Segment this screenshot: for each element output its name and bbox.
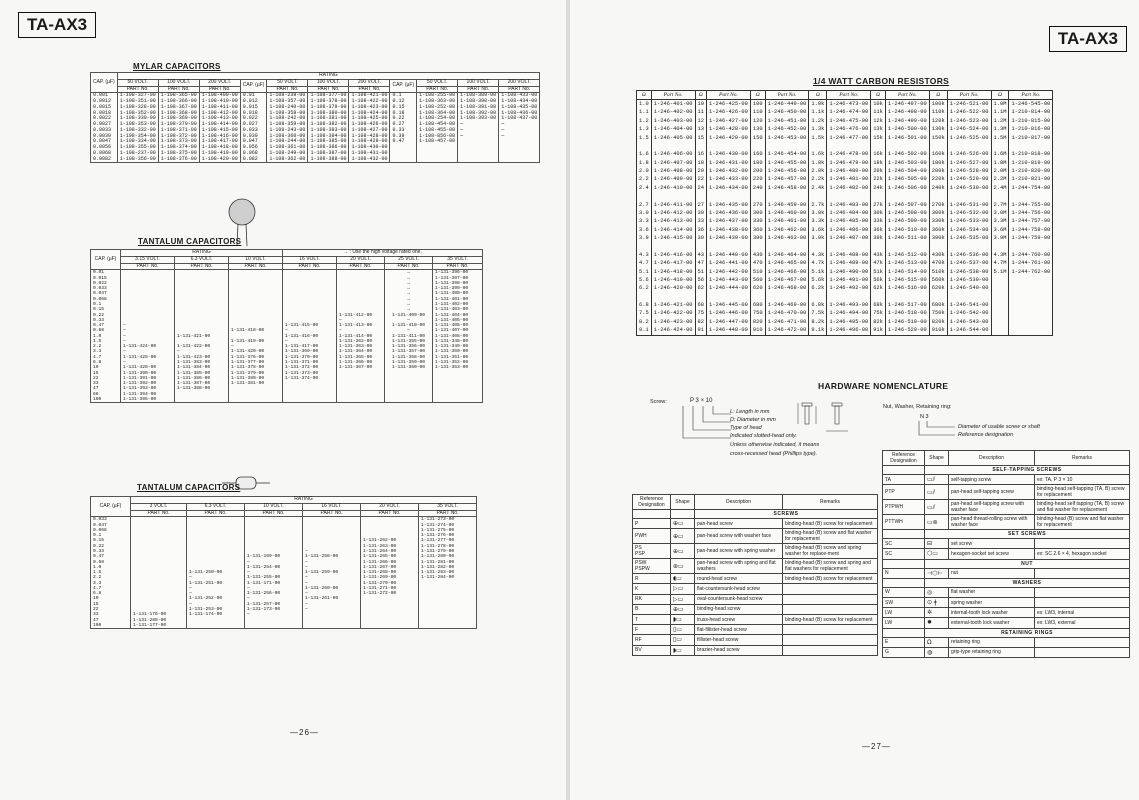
spring-washer-icon: ⊙ ǂ: [925, 597, 949, 607]
partno-h: PART No.: [175, 263, 229, 270]
nut-diameter-line: Diameter of usable screw or shaft: [958, 424, 1040, 430]
tan2-col: 1-131-250-00 — 1-131-251-00 — — 1-131-252-00 — 1-131-253-00 1-131-174-00: [187, 517, 245, 629]
res-ohm-col: 100 110 120 130 150 160 180 200 220 240 270 300 330 360 390 430 470 510 560 620 680 750 820 910: [750, 100, 765, 336]
hw-desc: pan-head self-tapping screw with washer face: [949, 500, 1035, 515]
partno-h: Part No.: [707, 91, 751, 100]
screw-cross-line: cross-recessed head (Phillips type).: [730, 451, 818, 457]
tan1-volt: 16 VOLT.: [283, 256, 337, 263]
hw-rem: binding-head (B) screw and flat washer for replacement: [1035, 515, 1130, 530]
res-part-col: 1-246-521-00 1-246-522-00 1-246-523-00 1-246-524-00 1-246-525-00 1-246-526-00 1-246-527-00 1-246-528-00 1-246-529-00 1-246-530-00 1-246-531-00 1-246-532-00 1-246-533-00 1-246-534-00 1-246-535-00 1-246-536-00 1-246-537-00 1-246-538-00 1-246-539-00 1-246-540-00 1-246-541-00 1-246-542-00 1-246-543-00 1-246-544-00: [947, 100, 991, 336]
tan1-volt: 10 VOLT.: [229, 256, 283, 263]
left-page: [0, 0, 566, 800]
screw-ref: RF: [633, 635, 671, 645]
partno-h: PART No.: [283, 263, 337, 270]
screw-rem: [783, 584, 878, 594]
hw-rem: [1035, 587, 1130, 597]
partno-h: PART No.: [458, 86, 499, 93]
screw-ref: P: [633, 519, 671, 529]
flat-countersunk-screw-icon: ▷▭: [671, 584, 695, 594]
tan2-col: 1-131-262-00 1-131-263-00 1-131-264-00 1-131-265-00 1-131-266-00 1-131-267-00 1-131-268-00 1-131-269-00 1-131-270-00 1-131-271-00 1-131-272-00: [361, 517, 419, 629]
self-tapping-screw-icon: ▭⫽: [925, 475, 949, 485]
screw-rem: [783, 645, 878, 655]
partno-h: PART No.: [187, 510, 245, 517]
hw-ref: SW: [883, 597, 925, 607]
ref-designation-header: Reference Designation: [633, 495, 671, 510]
shape-header: Shape: [671, 495, 695, 510]
screw-length-line: L: Length in mm: [730, 409, 770, 415]
tan1-col: 1-131-415-00 — 1-131-416-00 — 1-131-417-00 1-131-369-00 1-131-370-00 1-131-371-00 1-131-372-00 1-131-373-00 1-131-374-00: [283, 270, 337, 403]
screw-diameter-line: D: Diameter in mm: [730, 417, 776, 423]
binding-head-screw-icon: ⊕▭: [671, 604, 695, 614]
hw-rem: [1035, 597, 1130, 607]
nut-icon: ⊣⬡⊢: [925, 568, 949, 578]
hw-ref: PTTWH: [883, 515, 925, 530]
model-tag-left: TA-AX3: [18, 12, 96, 38]
partno-h: PART No.: [349, 86, 390, 93]
hw-ref: SC: [883, 549, 925, 559]
screw-ref: PWH: [633, 529, 671, 544]
partno-h: Part No.: [947, 91, 991, 100]
mylar-title: MYLAR CAPACITORS: [133, 62, 221, 71]
omega-h: Ω: [695, 91, 706, 100]
nut-legend-lines: [915, 421, 955, 441]
tan2-cap-header: CAP. (µF): [91, 497, 131, 517]
hw-rem: ex: LW3, external: [1035, 618, 1130, 628]
tan1-caps: 0.01 0.015 0.022 0.033 0.047 0.068 0.1 0.15 0.22 0.33 0.47 0.68 1.0 1.5 2.2 3.3 4.7 6.8 10 15 22 33 47 68 100: [91, 270, 121, 403]
hw-desc: retaining ring: [949, 637, 1035, 647]
tan1-note: → : Use the high voltage rated one.: [283, 250, 483, 257]
screw-rem: binding-head (B) screw and flat washer for replacement: [783, 529, 878, 544]
hw-ref: LW: [883, 618, 925, 628]
screw-rem: [783, 625, 878, 635]
screw-unless-line: Unless otherwise indicated, it means: [730, 442, 820, 448]
fillister-head-screw-icon: ▯▭: [671, 635, 695, 645]
retaining-rings-group: RETAINING RINGS: [925, 628, 1130, 637]
res-part-col: 1-246-401-00 1-246-402-00 1-246-403-00 1-246-404-00 1-246-405-00 1-246-406-00 1-246-407-00 1-246-408-00 1-246-409-00 1-246-410-00 1-246-411-00 1-246-412-00 1-246-413-00 1-246-414-00 1-246-415-00 1-246-416-00 1-246-417-00 1-246-418-00 1-246-419-00 1-246-420-00 1-246-421-00 1-246-422-00 1-246-423-00 1-246-424-00: [651, 100, 695, 336]
tan1-col: → → → → → → → → 1-131-409-00 — 1-131-410-00 — 1-131-411-00 1-131-355-00 1-131-356-00 1-131-357-00 1-131-358-00 1-131-359-00 1-131-360-00: [385, 270, 433, 403]
mylar-col: 1-108-255-00 1-108-363-00 1-108-252-00 1-108-364-00 1-108-254-00 1-108-454-00 1-108-455-00 1-108-856-00 1-108-457-00: [417, 93, 458, 163]
screw-rem: binding-head (B) screw for replacement: [783, 574, 878, 584]
tan2-volt: 10 VOLT.: [245, 503, 303, 510]
screw-ref: K: [633, 584, 671, 594]
omega-h: Ω: [991, 91, 1009, 100]
hw-desc: spring washer: [949, 597, 1035, 607]
omega-h: Ω: [809, 91, 827, 100]
tan2-volt: 20 VOLT.: [361, 503, 419, 510]
mylar-table: [90, 72, 540, 163]
thread-rolling-screw-icon: ▭⊚: [925, 515, 949, 530]
screw-ref: B: [633, 604, 671, 614]
res-part-col: 1-246-497-00 1-246-498-00 1-246-499-00 1-246-500-00 1-246-501-00 1-246-502-00 1-246-503-00 1-246-504-00 1-246-505-00 1-246-506-00 1-246-507-00 1-246-508-00 1-246-509-00 1-246-510-00 1-246-511-00 1-246-512-00 1-246-513-00 1-246-514-00 1-246-515-00 1-246-516-00 1-246-517-00 1-246-518-00 1-246-519-00 1-246-520-00: [885, 100, 929, 336]
omega-h: Ω: [750, 91, 765, 100]
screw-rem: binding-head (B) screw for replacement: [783, 614, 878, 624]
mylar-col: 1-108-377-00 1-108-378-00 1-108-379-00 1-108-380-00 1-108-381-00 1-108-382-00 1-108-383-00 1-108-384-00 1-108-385-00 1-108-386-00 1-108-387-00 1-108-388-00: [308, 93, 349, 163]
pan-head-screw-icon: ⊕▭: [671, 519, 695, 529]
ref-designation-header: Reference Designation: [883, 451, 925, 466]
tan1-volt: 20 VOLT.: [337, 256, 385, 263]
mylar-v50-c: 50 VOLT.: [417, 79, 458, 86]
screw-slotted-line: Indicated slotted-head only.: [730, 433, 797, 439]
screw-desc: fillister-head screw: [695, 635, 783, 645]
tan1-col: — — — — 1-131-424-00 — 1-131-425-00 — 1-131-426-00 1-131-390-00 1-131-391-00 1-131-392-00 1-131-393-00 1-131-394-00 1-131-395-00: [121, 270, 175, 403]
retaining-ring-icon: Ω: [925, 637, 949, 647]
mylar-col: 1-108-409-00 1-108-410-00 1-108-411-00 1-108-412-00 1-108-413-00 1-108-414-00 1-108-415-00 1-108-416-00 1-108-417-00 1-108-418-00 1-108-419-00 1-108-420-00: [199, 93, 240, 163]
tan1-volt: 35 VOLT.: [433, 256, 483, 263]
flat-fillister-screw-icon: ▯▭: [671, 625, 695, 635]
partno-h: PART No.: [337, 263, 385, 270]
omega-h: Ω: [637, 91, 652, 100]
tan2-volt: 16 VOLT.: [303, 503, 361, 510]
set-screws-group: SET SCREWS: [925, 530, 1130, 539]
partno-h: Part No.: [885, 91, 929, 100]
screw-desc: oval-countersunk-head screw: [695, 594, 783, 604]
tan2-rating: RATING: [131, 497, 477, 504]
hw-desc: external-tooth lock washer: [949, 618, 1035, 628]
hardware-title: HARDWARE NOMENCLATURE: [818, 381, 949, 391]
hw-desc: internal-tooth lock washer: [949, 608, 1035, 618]
mylar-cap-header: CAP. (µF): [91, 73, 118, 93]
partno-h: PART No.: [131, 510, 187, 517]
hw-rem: ex: SC 2.6 × 4, hexagon socket: [1035, 549, 1130, 559]
omega-h: Ω: [871, 91, 886, 100]
mylar-caps-3: 0.1 0.12 0.15 0.18 0.22 0.27 0.33 0.39 0.47: [390, 93, 417, 163]
hw-ref: W: [883, 587, 925, 597]
self-tapping-group: SELF-TAPPING SCREWS: [925, 466, 1130, 475]
tantalum-title-2: TANTALUM CAPACITORS: [137, 483, 241, 492]
partno-h: Part No.: [765, 91, 809, 100]
mylar-v50-a: 50 VOLT.: [117, 79, 158, 86]
hw-desc: pan-head thread-rolling screw with washer face: [949, 515, 1035, 530]
hw-desc: self-tapping screw: [949, 475, 1035, 485]
hw-ref: PTP: [883, 485, 925, 500]
tan2-col: 1-131-273-00 1-131-274-00 1-131-275-00 1-131-276-00 1-131-277-00 1-131-278-00 1-131-279-00 1-131-280-00 1-131-281-00 1-131-282-00 1-131-283-00 1-131-284-00: [419, 517, 477, 629]
res-ohm-col: 1.0 1.1 1.2 1.3 1.5 1.6 1.8 2.0 2.2 2.4 2.7 3.0 3.3 3.6 3.9 4.3 4.7 5.1 5.6 6.2 6.8 7.5 8.2 9.1: [637, 100, 652, 336]
res-ohm-col: 1.0M 1.1M 1.2M 1.3M 1.5M 1.6M 1.8M 2.0M 2.2M 2.4M 2.7M 3.0M 3.3M 3.6M 3.9M 4.3M 4.7M 5.1M: [991, 100, 1009, 336]
tan1-col: 1-131-412-00 — 1-131-413-00 — 1-131-414-00 1-131-362-00 1-131-363-00 1-131-364-00 1-131-365-00 1-131-366-00 1-131-367-00: [337, 270, 385, 403]
page-number-left: —26—: [290, 728, 319, 737]
screw-ref: T: [633, 614, 671, 624]
spring-washer-screw-icon: ⊕▭: [671, 544, 695, 559]
res-ohm-col: 1.0k 1.1k 1.2k 1.3k 1.5k 1.6k 1.8k 2.0k 2.2k 2.4k 2.7k 3.0k 3.3k 3.6k 3.9k 4.3k 4.7k 5.1k 5.6k 6.2k 6.8k 7.5k 8.2k 9.1k: [809, 100, 827, 336]
screw-dimension-icon: [796, 401, 852, 435]
shape-header: Shape: [925, 451, 949, 466]
hw-rem: [1035, 637, 1130, 647]
screw-label: Screw:: [650, 399, 667, 405]
set-screw-icon: ⊟: [925, 539, 949, 549]
partno-h: PART No.: [121, 263, 175, 270]
screw-ref: PSW PSPW: [633, 559, 671, 574]
nut-group: NUT: [925, 559, 1130, 568]
description-header: Description: [949, 451, 1035, 466]
tan2-caps: 0.033 0.047 0.068 0.1 0.15 0.22 0.33 0.47 0.68 1.0 1.5 2.2 3.3 4.7 6.8 10 15 22 33 47 100: [91, 517, 131, 629]
partno-h: PART No.: [499, 86, 540, 93]
tan1-col: 1-131-421-00 1-131-422-00 — 1-131-423-00 1-131-383-00 1-131-384-00 1-131-385-00 1-131-386-00 1-131-387-00 1-131-388-00: [175, 270, 229, 403]
screw-desc: flat-fillister-head screw: [695, 625, 783, 635]
screw-desc: flat-countersunk-head screw: [695, 584, 783, 594]
washers-group: WASHERS: [925, 578, 1130, 587]
partno-h: Part No.: [651, 91, 695, 100]
mylar-cap-header-c: CAP. (µF): [390, 79, 417, 93]
screw-desc: pan-head screw with spring washer: [695, 544, 783, 559]
mylar-v100-a: 100 VOLT.: [158, 79, 199, 86]
flat-washer-icon: ◎: [925, 587, 949, 597]
mylar-col: 1-108-421-00 1-108-422-00 1-108-423-00 1-108-424-00 1-108-425-00 1-108-426-00 1-108-427-00 1-108-428-00 1-108-429-00 1-108-430-00 1-108-431-00 1-108-432-00: [349, 93, 390, 163]
tan1-volt: 6.3 VOLT.: [175, 256, 229, 263]
tan2-volt: 35 VOLT.: [419, 503, 477, 510]
hw-ref: SC: [883, 539, 925, 549]
page-number-right: —27—: [862, 742, 891, 751]
screw-desc: pan-head screw with spring and flat washers: [695, 559, 783, 574]
mylar-rating-header: RATING: [117, 73, 540, 80]
hw-desc: flat washer: [949, 587, 1035, 597]
partno-h: PART No.: [117, 86, 158, 93]
partno-h: PART No.: [361, 510, 419, 517]
partno-h: PART No.: [419, 510, 477, 517]
partno-h: PART No.: [199, 86, 240, 93]
screws-group: SCREWS: [695, 510, 878, 519]
mylar-cap-header-b: CAP. (µF): [240, 79, 267, 93]
tan1-volt: 25 VOLT.: [385, 256, 433, 263]
partno-h: PART No.: [267, 86, 308, 93]
screw-legend-lines: [673, 406, 733, 442]
screw-desc: pan-head screw: [695, 519, 783, 529]
res-part-col: 1-246-449-00 1-246-450-00 1-246-451-00 1-246-452-00 1-246-453-00 1-246-454-00 1-246-455-00 1-246-456-00 1-246-457-00 1-246-458-00 1-246-459-00 1-246-460-00 1-246-461-00 1-246-462-00 1-246-463-00 1-246-464-00 1-246-465-00 1-246-466-00 1-246-467-00 1-246-468-00 1-246-469-00 1-246-470-00 1-246-471-00 1-246-472-00: [765, 100, 809, 336]
tan1-volt: 3.15 VOLT.: [121, 256, 175, 263]
screw-rem: binding-head (B) screw for replacement: [783, 519, 878, 529]
mylar-v100-b: 100 VOLT.: [308, 79, 349, 86]
hw-desc: set screw: [949, 539, 1035, 549]
partno-h: PART No.: [245, 510, 303, 517]
hw-ref: N: [883, 568, 925, 578]
mylar-col: 1-108-365-00 1-108-366-00 1-108-367-00 1-108-368-00 1-108-369-00 1-108-370-00 1-108-371-00 1-108-372-00 1-108-373-00 1-108-374-00 1-108-375-00 1-108-376-00: [158, 93, 199, 163]
truss-head-screw-icon: ◗▭: [671, 614, 695, 624]
screw-ref: PS PSP: [633, 544, 671, 559]
hw-ref: PTPWH: [883, 500, 925, 515]
res-part-col: 1-246-425-00 1-246-426-00 1-246-427-00 1-246-428-00 1-246-429-00 1-246-430-00 1-246-431-00 1-246-432-00 1-246-433-00 1-246-434-00 1-246-435-00 1-246-436-00 1-246-437-00 1-246-438-00 1-246-439-00 1-246-440-00 1-246-441-00 1-246-442-00 1-246-443-00 1-246-444-00 1-246-445-00 1-246-446-00 1-246-447-00 1-246-448-00: [707, 100, 751, 336]
tan2-volt: 6.3 VOLT.: [187, 503, 245, 510]
hw-rem: ex: LW3, internal: [1035, 608, 1130, 618]
screw-rem: binding-head (B) screw and spring and flat washers for replacement: [783, 559, 878, 574]
tan1-col: 1-131-396-00 1-131-397-00 1-131-398-00 1-131-399-00 1-131-400-00 1-131-401-00 1-131-402-00 1-131-403-00 1-131-404-00 1-131-405-00 1-131-406-00 1-131-407-00 1-131-408-00 1-131-348-00 1-131-349-00 1-131-350-00 1-131-351-00 1-131-352-00 1-131-353-00: [433, 270, 483, 403]
tantalum-table-2: [90, 496, 477, 629]
tan2-col: — 1-131-258-00 — — 1-131-259-00 — — 1-131-260-00 — 1-131-261-00 — —: [303, 517, 361, 629]
mylar-v200-c: 200 VOLT.: [499, 79, 540, 86]
omega-h: Ω: [929, 91, 947, 100]
tan1-col: 1-131-418-00 1-131-419-00 — 1-131-420-00 1-131-376-00 1-131-377-00 1-131-378-00 1-131-379-00 1-131-380-00 1-131-381-00: [229, 270, 283, 403]
resistors-table: [636, 90, 1053, 336]
screw-rem: [783, 594, 878, 604]
partno-h: PART No.: [158, 86, 199, 93]
partno-h: PART No.: [385, 263, 433, 270]
res-part-col: 1-246-473-00 1-246-474-00 1-246-475-00 1-246-476-00 1-246-477-00 1-246-478-00 1-246-479-00 1-246-480-00 1-246-481-00 1-246-482-00 1-246-483-00 1-246-484-00 1-246-485-00 1-246-486-00 1-246-487-00 1-246-488-00 1-246-489-00 1-246-490-00 1-246-491-00 1-246-492-00 1-246-493-00 1-246-494-00 1-246-495-00 1-246-496-00: [827, 100, 871, 336]
hw-ref: TA: [883, 475, 925, 485]
screw-head-type-line: Type of head: [730, 425, 762, 431]
washer-face-screw-icon: ⊕▭: [671, 529, 695, 544]
tantalum-table-1: [90, 249, 483, 403]
hw-desc: pan-head self-tapping screw: [949, 485, 1035, 500]
hw-ref: E: [883, 637, 925, 647]
pan-self-tapping-screw-icon: ▭⫽: [925, 485, 949, 500]
hw-desc: grip-type retaining ring: [949, 647, 1035, 657]
screws-table: [632, 494, 878, 656]
right-page: [570, 0, 1139, 800]
partno-h: PART No.: [433, 263, 483, 270]
partno-h: Part No.: [827, 91, 871, 100]
mylar-col: 1-108-327-00 1-108-351-00 1-108-328-00 1-108-352-00 1-108-330-00 1-108-353-00 1-108-332-00 1-108-354-00 1-108-334-00 1-108-355-00 1-108-237-00 1-108-356-00: [117, 93, 158, 163]
round-head-screw-icon: ◖▭: [671, 574, 695, 584]
screw-desc: pan-head screw with washer face: [695, 529, 783, 544]
internal-tooth-washer-icon: ✲: [925, 608, 949, 618]
screw-ref: BV: [633, 645, 671, 655]
tan2-col: 1-131-176-00 1-131-288-00 1-131-177-00: [131, 517, 187, 629]
external-tooth-washer-icon: ✹: [925, 618, 949, 628]
screw-desc: brazier-head screw: [695, 645, 783, 655]
tan2-col: 1-131-169-00 — 1-131-254-00 — 1-131-255-00 1-131-171-00 — 1-131-256-00 — 1-131-257-00 1-131-173-00 —: [245, 517, 303, 629]
spring-flat-washer-screw-icon: ⊛▭: [671, 559, 695, 574]
partno-h: PART No.: [308, 86, 349, 93]
screw-ref: RK: [633, 594, 671, 604]
mylar-caps-2: 0.01 0.012 0.015 0.018 0.022 0.027 0.033 0.039 0.047 0.056 0.068 0.082: [240, 93, 267, 163]
hw-ref: G: [883, 647, 925, 657]
screw-rem: [783, 635, 878, 645]
mylar-caps-1: 0.001 0.0012 0.0015 0.0018 0.0022 0.0027 0.0033 0.0039 0.0047 0.0056 0.0068 0.0082: [91, 93, 118, 163]
hw-rem: [1035, 539, 1130, 549]
screw-desc: round-head screw: [695, 574, 783, 584]
nut-reference-line: Reference designation: [958, 432, 1014, 438]
res-part-col: 1-246-545-00 1-210-814-00 1-210-815-00 1-210-816-00 1-210-817-00 1-210-818-00 1-210-819-00 1-210-820-00 1-210-821-00 1-244-754-00 1-244-755-00 1-244-756-00 1-244-757-00 1-244-758-00 1-244-759-00 1-244-760-00 1-244-761-00 1-244-762-00: [1009, 100, 1053, 336]
screw-desc: binding-head screw: [695, 604, 783, 614]
hw-rem: [1035, 647, 1130, 657]
mylar-v200-b: 200 VOLT.: [349, 79, 390, 86]
screw-ref: F: [633, 625, 671, 635]
hex-socket-set-screw-icon: ⬡▭: [925, 549, 949, 559]
hw-desc: hexagon-socket set screw: [949, 549, 1035, 559]
res-ohm-col: 100k 110k 120k 130k 150k 160k 180k 200k 220k 240k 270k 300k 330k 360k 390k 430k 470k 510k 560k 620k 680k 750k 820k 910k: [929, 100, 947, 336]
mylar-col: 1-108-433-00 1-108-434-00 1-108-435-00 1-108-436-00 1-108-437-00 — — —: [499, 93, 540, 163]
tantalum-title-1: TANTALUM CAPACITORS: [138, 237, 242, 246]
screw-rem: [783, 604, 878, 614]
oval-countersunk-screw-icon: ▷▭: [671, 594, 695, 604]
hw-desc: nut: [949, 568, 1035, 578]
hw-rem: [1035, 568, 1130, 578]
tan1-cap-header: CAP. (µF): [91, 250, 121, 270]
grip-ring-icon: ◍: [925, 647, 949, 657]
partno-h: Part No.: [1009, 91, 1053, 100]
partno-h: PART No.: [417, 86, 458, 93]
mylar-v50-b: 50 VOLT.: [267, 79, 308, 86]
mylar-col: 1-108-239-00 1-108-357-00 1-108-240-00 1-108-358-00 1-108-242-00 1-108-359-00 1-108-243-00 1-108-360-00 1-108-244-00 1-108-361-00 1-108-249-00 1-108-362-00: [267, 93, 308, 163]
res-ohm-col: 10k 11k 12k 13k 15k 16k 18k 20k 22k 24k 27k 30k 33k 36k 39k 43k 47k 51k 56k 62k 68k 75k 82k 91k: [871, 100, 886, 336]
screw-ref: R: [633, 574, 671, 584]
nut-code: N 3: [920, 414, 929, 420]
description-header: Description: [695, 495, 783, 510]
hw-rem: ex: TA, P 3 × 10: [1035, 475, 1130, 485]
tapping-table: [882, 450, 1130, 658]
nut-label: Nut, Washer, Retaining ring:: [883, 404, 952, 410]
res-ohm-col: 10 11 12 13 15 16 18 20 22 24 27 30 33 36 39 43 47 51 56 62 68 75 82 91: [695, 100, 706, 336]
mylar-col: 1-108-389-00 1-108-390-00 1-108-391-00 1-108-392-00 1-108-393-00 — — —: [458, 93, 499, 163]
screw-rem: binding-head (B) screw and spring washer for replace-ment: [783, 544, 878, 559]
tan2-volt: 3 VOLT.: [131, 503, 187, 510]
tan1-rating: RATING: [121, 250, 283, 257]
washer-face-tapping-screw-icon: ▭⫽: [925, 500, 949, 515]
hw-rem: binding-head self tapping (TA, B) screw and flat washer for replacement: [1035, 500, 1130, 515]
mylar-v200-a: 200 VOLT.: [199, 79, 240, 86]
brazier-head-screw-icon: ◗▭: [671, 645, 695, 655]
model-tag-right: TA-AX3: [1049, 26, 1127, 52]
remarks-header: Remarks: [783, 495, 878, 510]
hw-rem: binding-head self-tapping (TA, B) screw for replacement: [1035, 485, 1130, 500]
hw-ref: LW: [883, 608, 925, 618]
screw-desc: truss-head screw: [695, 614, 783, 624]
partno-h: PART No.: [303, 510, 361, 517]
partno-h: PART No.: [229, 263, 283, 270]
remarks-header: Remarks: [1035, 451, 1130, 466]
screw-code: P 3 × 10: [690, 398, 713, 404]
mylar-v100-c: 100 VOLT.: [458, 79, 499, 86]
resistors-title: 1/4 WATT CARBON RESISTORS: [813, 76, 950, 86]
